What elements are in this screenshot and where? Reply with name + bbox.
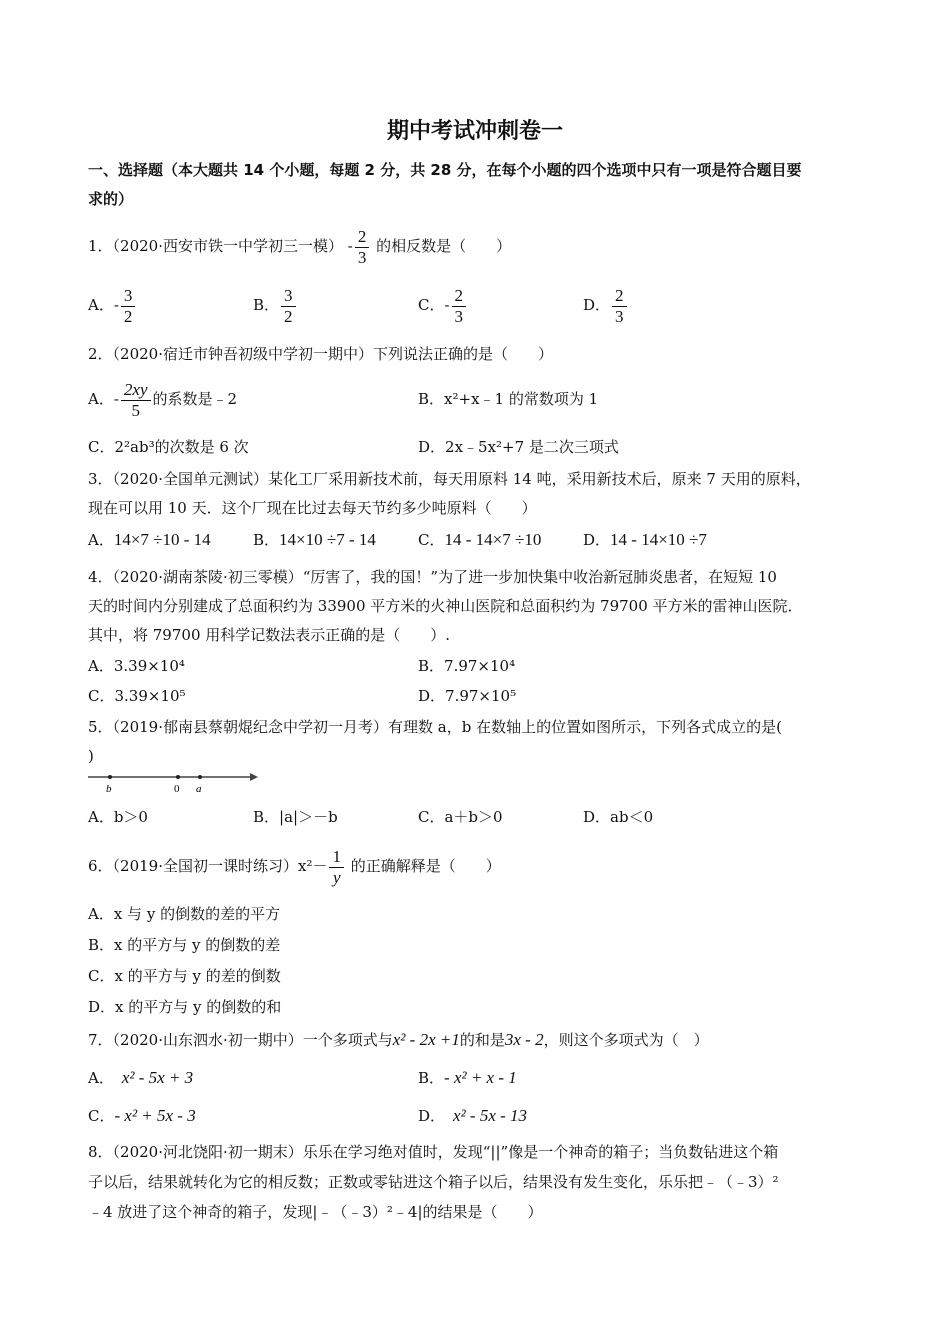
option-expression: - x² + x - 1 [444,1068,517,1087]
option-label: B． [418,1069,445,1087]
option-fraction [281,286,296,327]
question-1-option-d[interactable] [583,284,629,327]
question-2-option-a[interactable] [88,378,237,421]
label-a: a [196,783,202,795]
option-label: D． [418,1107,446,1125]
fraction-denominator: 5 [121,400,151,421]
option-label: A． [88,1069,114,1087]
question-5-option-b[interactable]: B．|a|＞－b [253,808,338,826]
option-label: A． [88,531,114,549]
fraction-denominator: 2 [281,306,296,327]
question-2-stem: 2．（2020·宿迁市钟吾初级中学初一期中）下列说法正确的是（ ） [88,345,553,363]
option-label: C． [418,531,445,549]
question-6-suffix: 的正确解释是（ ） [345,857,501,875]
question-3-line1: 3．（2020·全国单元测试）某化工厂采用新技术前，每天用原料 14 吨，采用新技术后，原来 7 天用的原料， [88,470,811,488]
question-1-option-a[interactable] [88,284,137,327]
question-6-option-d[interactable]: D．x 的平方与 y 的倒数的和 [88,998,282,1016]
option-fraction [121,380,151,421]
question-3-option-d[interactable] [583,530,707,550]
question-7-option-d[interactable] [418,1106,527,1126]
option-label: C．- [418,296,450,314]
question-4-option-a[interactable]: A．3.39×10⁴ [88,657,185,675]
fraction-numerator: 3 [123,285,133,305]
fraction-numerator: 3 [284,285,293,305]
question-6-option-b[interactable]: B．x 的平方与 y 的倒数的差 [88,936,281,954]
question-7-prefix: 7．（2020·山东泗水·初一期中）一个多项式与 [88,1031,393,1049]
fraction-denominator: 3 [355,247,370,268]
question-5-option-c[interactable]: C．a＋b＞0 [418,808,503,826]
question-4-option-d[interactable]: D．7.97×10⁵ [418,687,517,705]
option-expression: x² - 5x - 13 [453,1106,528,1125]
fraction-denominator: 3 [612,306,627,327]
option-expression: x² - 5x + 3 [121,1068,194,1087]
label-b: b [106,783,112,795]
option-expression: 14 - 14×10 ÷7 [610,530,707,549]
question-4-option-b[interactable]: B．7.97×10⁴ [418,657,516,675]
question-1-prefix: 1．（2020·西安市铁一中学初三一模） - [88,237,353,255]
question-7-middle: 的和是 [459,1031,505,1049]
question-5-line1: 5．（2019·郁南县蔡朝焜纪念中学初一月考）有理数 a，b 在数轴上的位置如图所示，下列各式成立的是( [88,718,782,736]
question-7-expression-2: 3x - 2 [504,1030,544,1049]
point-a-marker [198,775,202,779]
question-3-option-b[interactable] [253,530,376,550]
option-expression: 14×10 ÷7 - 14 [279,530,376,549]
point-zero-marker [176,775,180,779]
option-suffix: 的系数是﹣2 [152,390,238,408]
question-8-line3: ﹣4 放进了这个神奇的箱子，发现|﹣（﹣3）²﹣4|的结果是（ ） [88,1203,543,1221]
fraction-numerator: 2 [357,226,367,246]
question-5-option-a[interactable]: A．b＞0 [88,808,148,826]
fraction-denominator: 2 [121,306,136,327]
section-header-line2: 求的） [88,190,134,208]
option-label: C． [88,1107,115,1125]
question-1-fraction [355,227,370,268]
option-expression: 14×7 ÷10 - 14 [113,530,211,549]
question-7-option-a[interactable] [88,1068,193,1088]
question-4-line2: 天的时间内分别建成了总面积约为 33900 平方米的火神山医院和总面积约为 79700 平方米的雷神山医院． [88,597,803,615]
number-line-figure [88,770,258,796]
option-label: B． [253,296,280,314]
fraction-denominator: 3 [452,306,467,327]
page-title: 期中考试冲刺卷一 [386,119,563,144]
point-b-marker [108,775,112,779]
question-4-line3: 其中，将 79700 用科学记数法表示正确的是（ ）. [88,626,451,644]
question-6-stem [88,844,501,888]
question-2-option-d[interactable]: D．2x﹣5x²+7 是二次三项式 [418,438,619,456]
option-label: A．- [88,390,119,408]
question-3-option-c[interactable] [418,530,541,550]
question-8-line2: 子以后，结果就转化为它的相反数；正数或零钻进这个箱子以后，结果没有发生变化，乐乐把﹣（﹣3）² [88,1173,779,1191]
section-header-line1: 一、选择题（本大题共 14 个小题，每题 2 分，共 28 分，在每个小题的四个选项中只有一项是符合题目要 [88,161,802,179]
fraction-numerator: 2 [615,285,624,305]
question-8-line1: 8．（2020·河北饶阳·初一期末）乐乐在学习绝对值时，发现“||”像是一个神奇的箱子；当负数钻进这个箱 [88,1143,779,1161]
fraction-numerator: 2 [454,285,464,305]
label-zero: 0 [174,783,180,795]
option-fraction [612,286,627,327]
question-1-option-c[interactable] [418,284,468,327]
question-7-option-b[interactable] [418,1068,517,1088]
question-5-line2: ) [88,747,94,765]
question-2-option-c[interactable]: C．2²ab³的次数是 6 次 [88,438,249,456]
option-label: D． [583,296,611,314]
fraction-denominator: y [329,867,344,888]
question-6-prefix: 6．（2019·全国初一课时练习）x²－ [88,857,328,875]
question-6-option-c[interactable]: C．x 的平方与 y 的差的倒数 [88,967,281,985]
option-label: B． [253,531,280,549]
question-6-option-a[interactable]: A．x 与 y 的倒数的差的平方 [88,905,281,923]
option-fraction [452,286,467,327]
question-3-line2: 现在可以用 10 天．这个厂现在比过去每天节约多少吨原料（ ） [88,499,537,517]
question-4-option-c[interactable]: C．3.39×10⁵ [88,687,186,705]
number-line-arrow [250,773,258,781]
question-6-fraction [329,847,344,888]
fraction-numerator: 1 [332,846,341,866]
question-1-suffix: 的相反数是（ ） [371,237,512,255]
question-2-option-b[interactable]: B．x²+x﹣1 的常数项为 1 [418,390,599,408]
question-7-option-c[interactable] [88,1106,196,1126]
option-label: D． [583,531,611,549]
option-fraction [121,286,136,327]
option-expression: 14 - 14×7 ÷10 [444,530,542,549]
question-7-expression-1: x² - 2x +1 [392,1030,460,1049]
fraction-numerator: 2xy [123,379,148,399]
option-expression: - x² + 5x - 3 [114,1106,196,1125]
question-7-stem [88,1030,709,1050]
question-4-line1: 4．（2020·湖南茶陵·初三零模）“厉害了，我的国！”为了进一步加快集中收治新冠肺炎患者，在短短 10 [88,568,777,586]
question-1-stem [88,226,511,268]
question-7-suffix: ，则这个多项式为（ ） [543,1031,709,1049]
question-5-option-d[interactable]: D．ab＜0 [583,808,654,826]
question-1-option-b[interactable] [253,284,298,327]
question-3-option-a[interactable] [88,530,211,550]
option-label: A．- [88,296,119,314]
